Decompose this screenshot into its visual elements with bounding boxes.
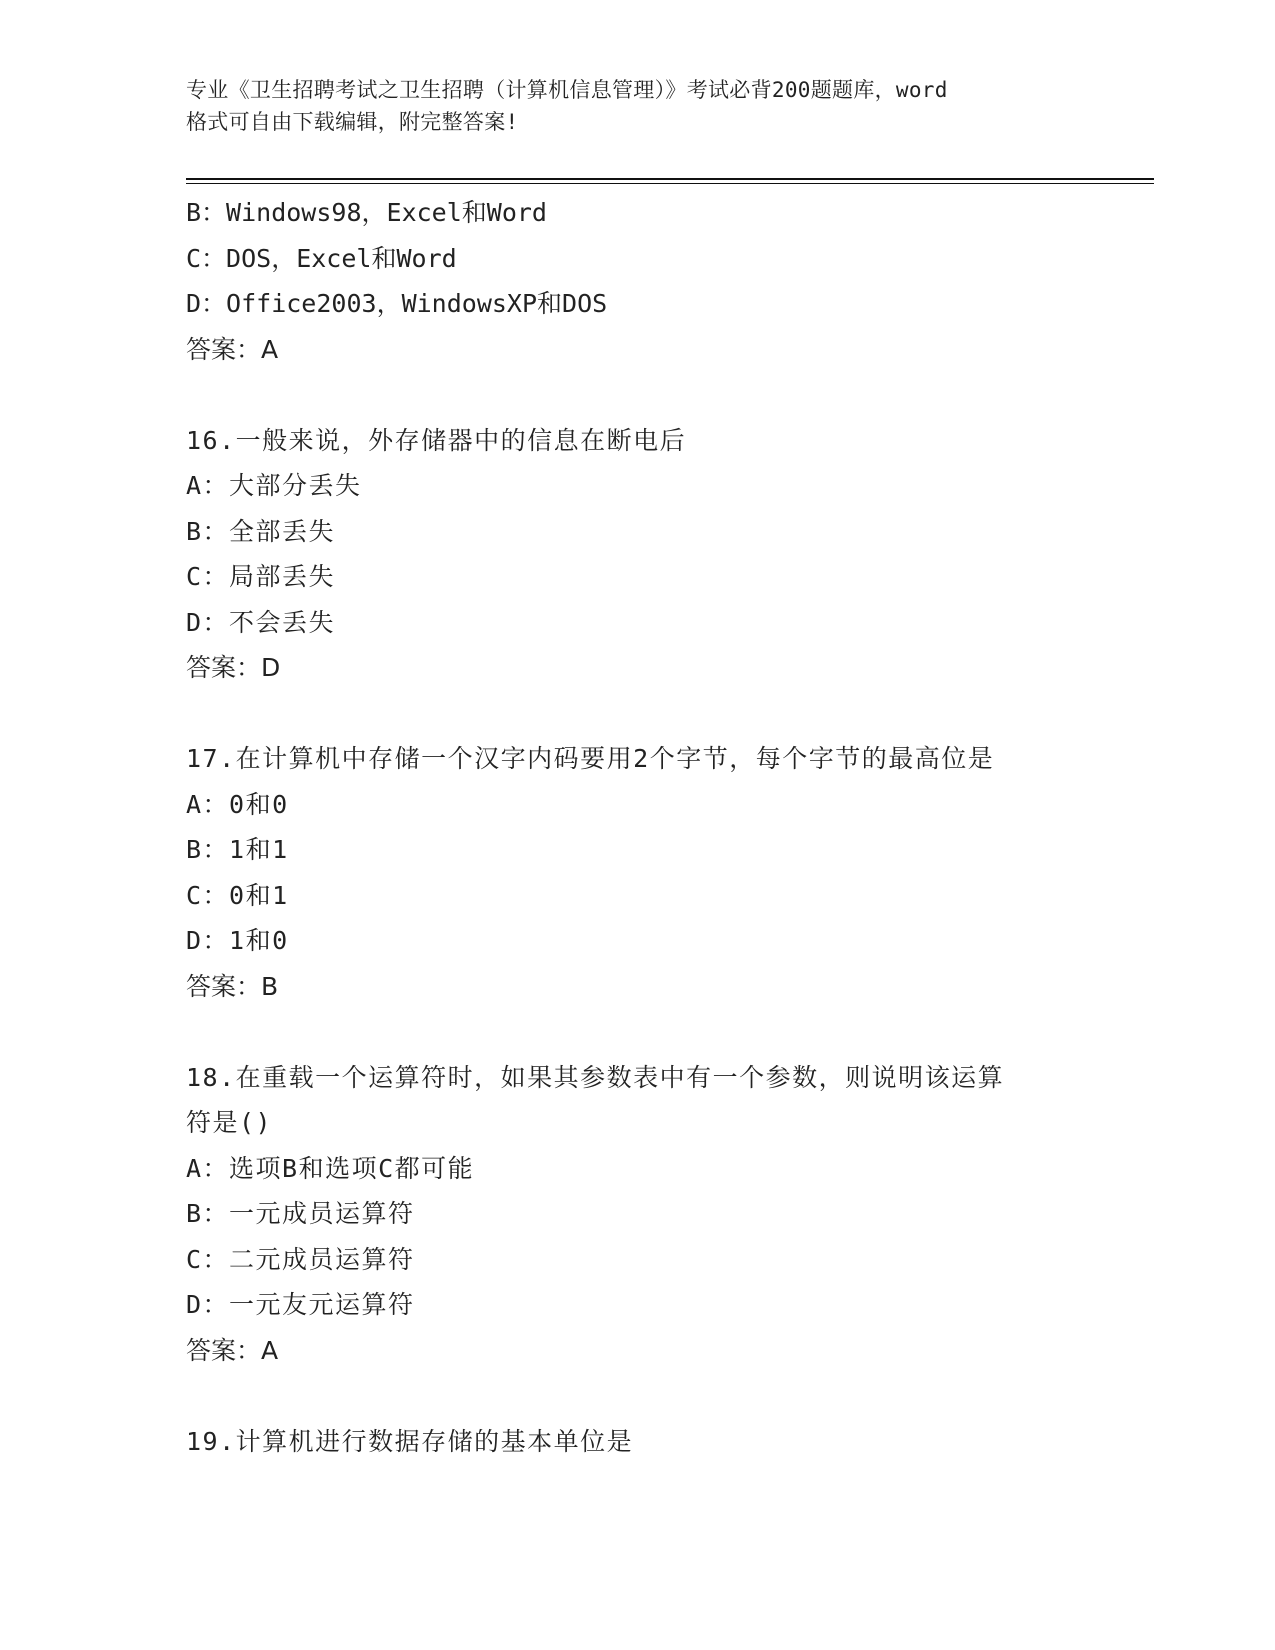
header-divider-thin [186, 183, 1154, 184]
option-c: C：0和1 [186, 880, 289, 910]
document-header [186, 74, 1086, 138]
header-line-1: 专业《卫生招聘考试之卫生招聘（计算机信息管理）》考试必背200题题库，word [186, 78, 948, 102]
option-b: B：一元成员运算符 [186, 1199, 415, 1228]
question-block-15 [186, 190, 1086, 372]
option-c: C：局部丢失 [186, 562, 336, 591]
option-a: A：0和0 [186, 789, 289, 819]
option-b: B：1和1 [186, 835, 289, 864]
question-text: 16.一般来说，外存储器中的信息在断电后 [186, 425, 687, 455]
option-d: D：Office2003，WindowsXP和DOS [186, 289, 608, 318]
option-d: D：1和0 [186, 926, 289, 955]
option-a: A：大部分丢失 [186, 471, 362, 500]
answer-line: 答案：B [186, 971, 279, 1001]
question-text: 17.在计算机中存储一个汉字内码要用2个字节，每个字节的最高位是 [186, 744, 995, 773]
option-b: B：全部丢失 [186, 516, 336, 546]
option-d: D：不会丢失 [186, 607, 336, 637]
option-a: A：选项B和选项C都可能 [186, 1153, 475, 1183]
question-block-19 [186, 1419, 1086, 1465]
answer-line: 答案：A [186, 334, 279, 364]
spacer [186, 1373, 1086, 1419]
question-content [186, 190, 1086, 1464]
spacer [186, 372, 1086, 418]
answer-line: 答案：D [186, 653, 281, 682]
option-c: C：二元成员运算符 [186, 1244, 415, 1274]
question-text: 19.计算机进行数据存储的基本单位是 [186, 1426, 634, 1456]
option-b: B：Windows98，Excel和Word [186, 198, 547, 227]
header-divider [186, 178, 1154, 180]
question-text-continued: 符是() [186, 1108, 273, 1137]
question-block-16 [186, 418, 1086, 691]
option-d: D：一元友元运算符 [186, 1290, 415, 1319]
header-line-2: 格式可自由下载编辑，附完整答案! [186, 110, 519, 134]
answer-line: 答案：A [186, 1335, 279, 1365]
question-text: 18.在重载一个运算符时，如果其参数表中有一个参数，则说明该运算 [186, 1062, 1005, 1092]
question-block-18 [186, 1055, 1086, 1374]
spacer [186, 691, 1086, 737]
spacer [186, 1009, 1086, 1055]
question-block-17 [186, 736, 1086, 1009]
option-c: C：DOS，Excel和Word [186, 243, 457, 273]
